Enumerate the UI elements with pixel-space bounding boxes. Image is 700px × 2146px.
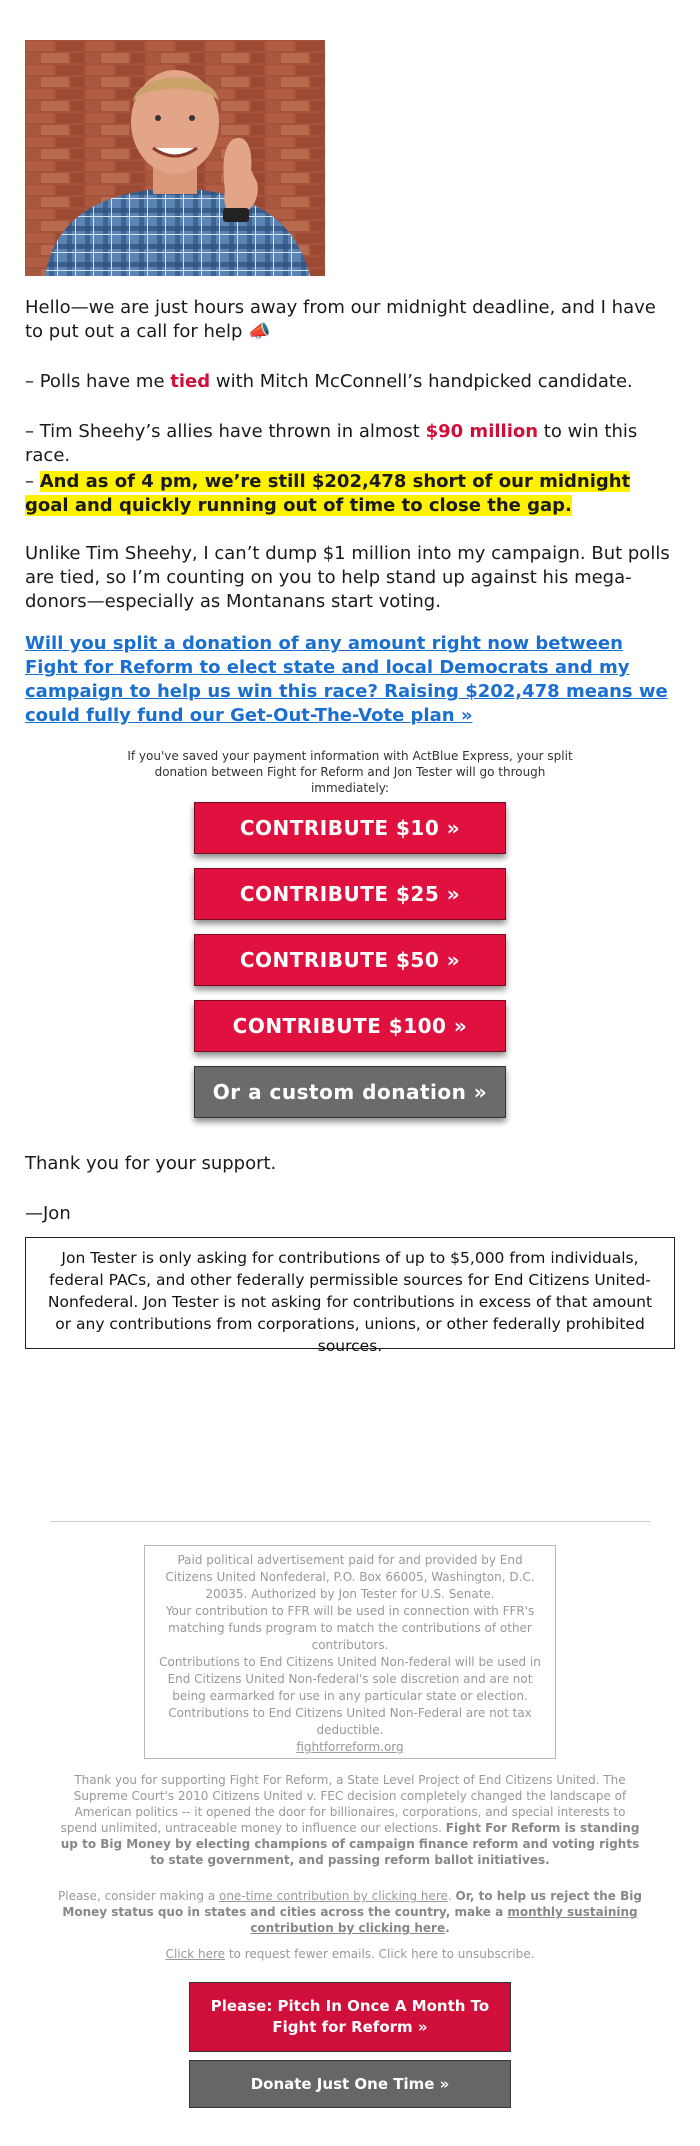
unlike-paragraph: Unlike Tim Sheehy, I can’t dump $1 million into my campaign. But polls are tied, so I’m counting on you to help stand up against his mega-donors—especially as Montanans start voting.	[25, 543, 670, 612]
one-time-donation-button[interactable]: Donate Just One Time »	[189, 2060, 511, 2108]
allies-line: – Tim Sheehy’s allies have thrown in almost $90 million to win this race.	[25, 421, 638, 466]
contribute-50-button[interactable]: CONTRIBUTE $50 »	[194, 934, 506, 986]
earmark-line: Contributions to End Citizens United Non-federal will be used in End Citizens United Non-federal's sole discretion and are not being earmarked for use in any particular state or election.	[159, 1655, 541, 1703]
contribute-100-button[interactable]: CONTRIBUTE $100 »	[194, 1000, 506, 1052]
deadline-highlight: – And as of 4 pm, we’re still $202,478 short of our midnight goal and quickly running out of time to close the gap.	[25, 471, 631, 516]
custom-donation-button[interactable]: Or a custom donation »	[194, 1066, 506, 1118]
footer-divider	[50, 1521, 650, 1522]
monthly-donation-button[interactable]: Please: Pitch In Once A Month To Fight for Reform »	[189, 1982, 511, 2052]
footer-thanks: Thank you for supporting Fight For Reform, a State Level Project of End Citizens United. The Supreme Court's 2010 Citizens United v. FEC decision completely changed the landscape of American politics -- it opened the door for billionaires, corporations, and special interests to spend unlimited, untraceable money to influence our elections. Fight For Reform is standing up to Big Money by electing champions of campaign finance reform and voting rights to state government, and passing reform ballot initiatives.	[60, 1773, 640, 1867]
megaphone-icon: 📣	[248, 321, 271, 342]
matching-funds-line: Your contribution to FFR will be used in connection with FFR's matching funds program to match the contributions of other contributors.	[165, 1604, 535, 1652]
fewer-emails-link[interactable]: Click here	[165, 1947, 226, 1961]
thank-you-text: Thank you for your support.	[25, 1153, 277, 1174]
paid-for-line: Paid political advertisement paid for and provided by End Citizens United Nonfederal, P.O. Box 66005, Washington, D.C. 20035. Authorized by Jon Tester for U.S. Senate.	[165, 1553, 535, 1601]
candidate-photo	[25, 40, 325, 276]
contribution-disclaimer: Jon Tester is only asking for contributions of up to $5,000 from individuals, federal PACs, and other federally permissible sources for End Citizens United-Nonfederal. Jon Tester is not asking for contributions in excess of that amount or any contributions from corporations, unions, or other federally prohibited sources.	[25, 1237, 675, 1349]
one-time-contribution-link[interactable]: one-time contribution by clicking here	[218, 1889, 448, 1903]
footer-consider: Please, consider making a one-time contribution by clicking here. Or, to help us reject the Big Money status quo in states and cities across the country, make a monthly sustaining contribution by clicking here.	[58, 1889, 642, 1935]
fewer-emails-line: Click here to request fewer emails. Click here to unsubscribe.	[165, 1947, 535, 1961]
donation-ask-link[interactable]: Will you split a donation of any amount right now between Fight for Reform to elect state and local Democrats and my campaign to help us win this race? Raising $202,478 means we could fully fund our Get-Out-The-Vote plan »	[25, 633, 668, 726]
polls-line: – Polls have me tied with Mitch McConnell’s handpicked candidate.	[25, 371, 633, 392]
site-link[interactable]: fightforreform.org	[296, 1740, 404, 1754]
tax-line: Contributions to End Citizens United Non-Federal are not tax deductible.	[168, 1706, 532, 1737]
signature: —Jon	[25, 1203, 71, 1224]
actblue-express-note: If you've saved your payment information with ActBlue Express, your split donation between Fight for Reform and Jon Tester will go through immediately:	[127, 749, 573, 795]
intro-paragraph: Hello—we are just hours away from our midnight deadline, and I have to put out a call for help 📣	[25, 297, 656, 342]
monthly-contribution-link[interactable]: monthly sustaining contribution by clicking here	[250, 1905, 638, 1935]
paid-for-box	[144, 1545, 556, 1759]
contribute-25-button[interactable]: CONTRIBUTE $25 »	[194, 868, 506, 920]
contribute-10-button[interactable]: CONTRIBUTE $10 »	[194, 802, 506, 854]
